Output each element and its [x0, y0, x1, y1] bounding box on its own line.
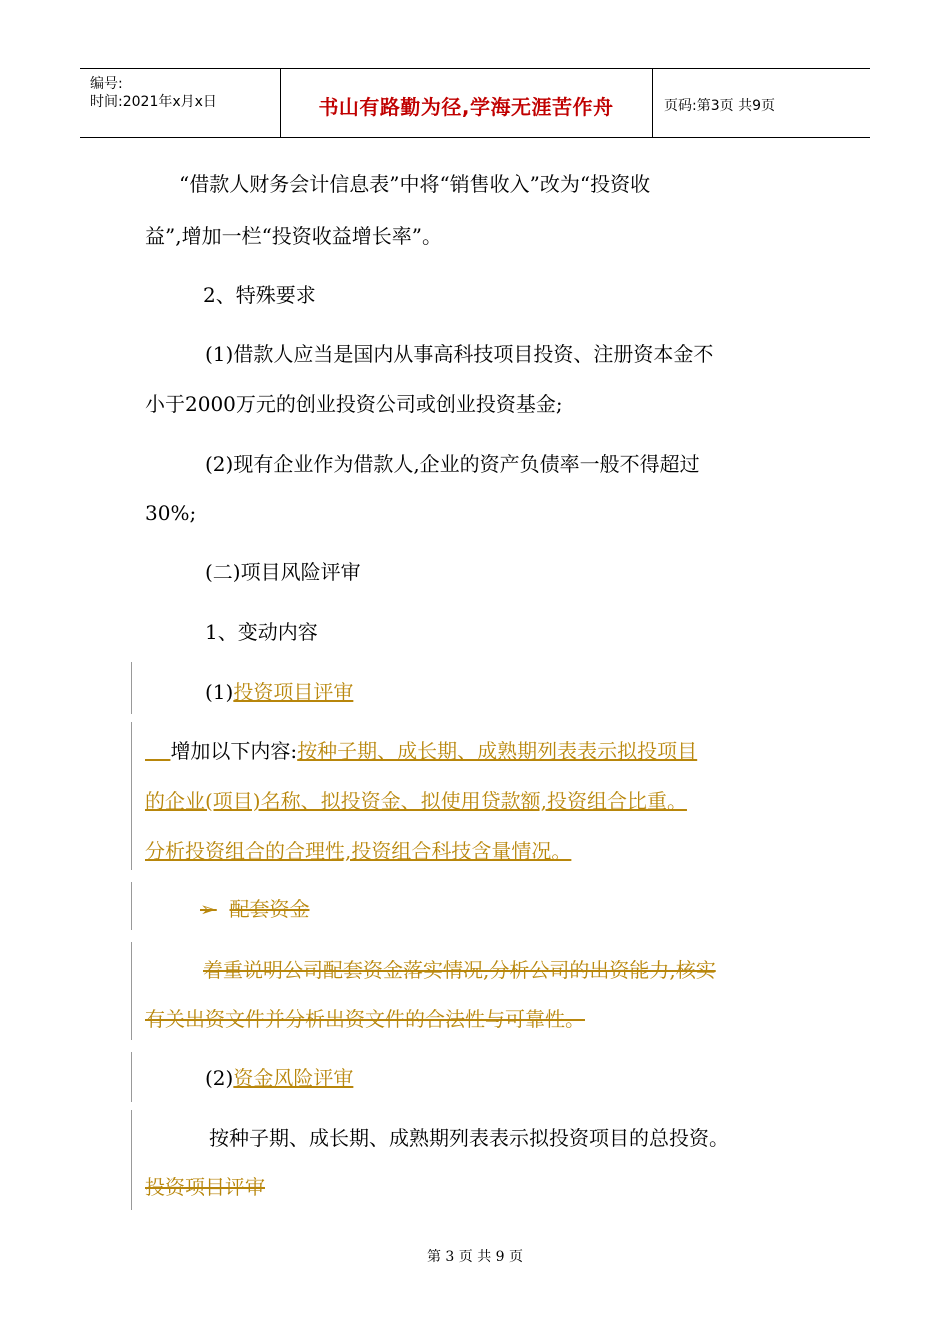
added-content-lead: 增加以下内容:	[170, 739, 298, 763]
document-time-label: 时间:2021年x月x日	[90, 94, 217, 110]
deleted-text: 着重说明公司配套资金落实情况,分析公司的出资能力,核实	[203, 958, 716, 982]
inserted-text: 的企业(项目)名称、拟投资金、拟使用贷款额,投资组合比重。	[145, 789, 687, 813]
change-bar	[131, 722, 132, 870]
paragraph-1-line-1: “借款人财务会计信息表”中将“销售收入”改为“投资收	[179, 172, 651, 196]
item-funding-risk-review	[145, 1064, 810, 1092]
header-motto: 书山有路勤为径,学海无涯苦作舟	[318, 95, 614, 119]
inserted-text: 投资项目评审	[233, 680, 354, 704]
item-prefix: (1)	[205, 680, 234, 704]
change-bar	[131, 942, 132, 1040]
section-heading-risk-review: (二)项目风险评审	[205, 560, 361, 584]
item-prefix: (2)	[205, 1066, 234, 1090]
inserted-blank	[145, 739, 170, 763]
deleted-text: 投资项目评审	[145, 1175, 265, 1199]
change-bar	[131, 1052, 132, 1102]
header-right-cell	[652, 69, 870, 137]
paragraph-special-requirements: 2、特殊要求	[203, 283, 316, 307]
deleted-paragraph-line-2	[145, 1005, 810, 1033]
deleted-heading-line	[145, 1173, 810, 1201]
item-investment-project-review	[145, 678, 810, 706]
change-bar	[131, 882, 132, 930]
header-page-number: 页码:第3页 共9页	[664, 98, 775, 114]
inserted-text: 资金风险评审	[233, 1066, 354, 1090]
paragraph-3-line-1: (1)借款人应当是国内从事高科技项目投资、注册资本金不	[205, 342, 714, 366]
page-footer: 第 3 页 共 9 页	[426, 1249, 524, 1265]
deleted-bullet-matching-funds	[200, 895, 800, 923]
deleted-text: 有关出资文件并分析出资文件的合法性与可靠性。	[145, 1007, 585, 1031]
subheading-changes: 1、变动内容	[205, 620, 318, 644]
paragraph-3-line-2: 小于2000万元的创业投资公司或创业投资基金;	[145, 392, 563, 416]
paragraph-4-line-1: (2)现有企业作为借款人,企业的资产负债率一般不得超过	[205, 452, 700, 476]
change-bar	[131, 662, 132, 714]
paragraph-added-content-line-1	[145, 737, 810, 765]
page-header	[80, 68, 870, 138]
paragraph-added-content-line-2	[145, 787, 810, 815]
inserted-text: 按种子期、成长期、成熟期列表表示拟投项目	[297, 739, 698, 763]
document-number-label: 编号:	[90, 76, 123, 92]
header-middle-cell	[280, 69, 653, 137]
deleted-text: 配套资金	[229, 897, 310, 921]
paragraph-1-line-2: 益”,增加一栏“投资收益增长率”。	[145, 224, 443, 248]
inserted-text: 分析投资组合的合理性,投资组合科技含量情况。	[145, 839, 572, 863]
header-left-cell	[80, 69, 281, 137]
paragraph-added-content-line-3	[145, 837, 810, 865]
change-bar	[131, 1110, 132, 1210]
paragraph-4-line-2: 30%;	[145, 501, 197, 525]
arrow-bullet-icon: ➢	[200, 897, 217, 921]
paragraph-total-investment: 按种子期、成长期、成熟期列表表示拟投资项目的总投资。	[209, 1126, 729, 1150]
deleted-paragraph-line-1	[145, 956, 810, 984]
